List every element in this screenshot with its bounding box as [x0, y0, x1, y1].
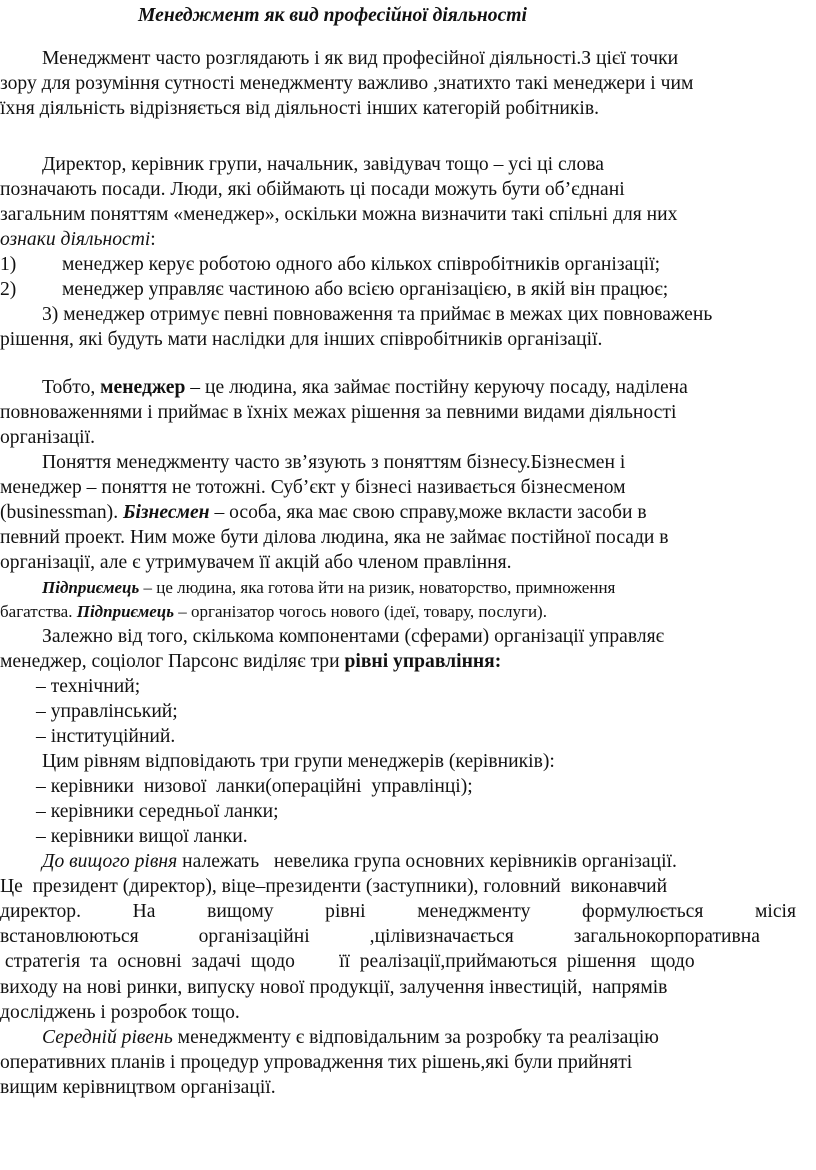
level-item: – управлінський; — [36, 701, 178, 722]
group-item: – керівники середньої ланки; — [36, 801, 279, 822]
bold-term: рівні управління: — [344, 651, 502, 672]
paragraph-7-line: досліджень і розробок тощо. — [0, 1002, 240, 1023]
paragraph-8-line — [42, 1026, 659, 1050]
word: менеджменту — [417, 901, 531, 922]
bold-italic-term: Підприємець — [42, 578, 140, 597]
paragraph-2-tail — [0, 228, 156, 252]
bold-italic-term: Підприємець — [76, 602, 174, 621]
paragraph-7-line: виходу на нові ринки, випуску нової продукції, залучення інвестицій, напрямів — [0, 977, 668, 998]
paragraph-3-line: організації. — [0, 427, 95, 448]
word: ,цілівизначається — [369, 926, 514, 947]
text-run: багатства. — [0, 602, 77, 621]
paragraph-7-line: стратегія та основні задачі щодо її реалізації,приймаються рішення щодо — [0, 951, 695, 972]
paragraph-4-line: певний проект. Ним може бути ділова людина, яка не займає постійної посади в — [0, 527, 669, 548]
list-item-number: 2) — [0, 279, 17, 300]
group-item: – керівники низової ланки(операційні управлінці); — [36, 776, 473, 797]
text-run: менеджер, соціолог Парсонс виділяє три — [0, 651, 345, 672]
paragraph-7-line — [42, 850, 677, 874]
level-item: – технічний; — [36, 676, 141, 697]
word: місія — [755, 901, 796, 922]
text-run: – це людина, яка займає постійну керуючу посаду, наділена — [185, 377, 688, 398]
paragraph-5-line — [0, 600, 547, 624]
paragraph-1-line: Менеджмент часто розглядають і як вид професійної діяльності.З цієї точки — [42, 48, 679, 69]
paragraph-3-line: повноваженнями і приймає в їхніх межах рішення за певними видами діяльності — [0, 402, 677, 423]
paragraph-4-line: Поняття менеджменту часто зв’язують з поняттям бізнесу.Бізнесмен і — [42, 452, 626, 473]
list-item-number: 1) — [0, 254, 17, 275]
paragraph-5-line — [42, 576, 615, 600]
list-item: менеджер управляє частиною або всією організацією, в якій він працює; — [62, 279, 669, 300]
colon: : — [150, 229, 156, 250]
paragraph-4-line: менеджер – поняття не тотожні. Суб’єкт у бізнесі називається бізнесменом — [0, 477, 626, 498]
italic-term: Середній рівень — [42, 1027, 173, 1048]
list-item: 3) менеджер отримує певні повноваження та приймає в межах цих повноважень — [42, 304, 713, 325]
text-run: – особа, яка має свою справу,може вкласти засоби в — [209, 502, 647, 523]
paragraph-7-line: Це президент (директор), віце–президенти (заступники), головний виконавчий — [0, 876, 668, 897]
paragraph-7-justified-line — [0, 925, 760, 949]
text-run: належать невелика група основних керівників організації. — [177, 851, 677, 872]
paragraph-6-line — [0, 650, 501, 674]
paragraph-6-line: Залежно від того, скількома компонентами (сферами) організації управляє — [42, 626, 665, 647]
paragraph-8-line: оперативних планів і процедур упровадження тих рішень,які були прийняті — [0, 1052, 633, 1073]
page-title: Менеджмент як вид професійної діяльності — [138, 5, 527, 26]
paragraph-7-justified-line — [0, 900, 796, 924]
bold-term: менеджер — [100, 377, 186, 398]
level-item: – інституційний. — [36, 726, 176, 747]
word: вищому — [207, 901, 274, 922]
groups-intro: Цим рівням відповідають три групи менеджерів (керівників): — [42, 751, 555, 772]
paragraph-2-line: загальним поняттям «менеджер», оскільки можна визначити такі спільні для них — [0, 204, 678, 225]
paragraph-2-line: позначають посади. Люди, які обіймають ці посади можуть бути об’єднані — [0, 179, 625, 200]
word: загальнокорпоративна — [573, 926, 760, 947]
paragraph-2-line: Директор, керівник групи, начальник, завідувач тощо – усі ці слова — [42, 154, 604, 175]
italic-term: До вищого рівня — [42, 851, 178, 872]
word: встановлюються — [0, 926, 139, 947]
word: організаційні — [198, 926, 310, 947]
paragraph-8-line: вищим керівництвом організації. — [0, 1077, 276, 1098]
word: формулюється — [582, 901, 704, 922]
text-run: – це людина, яка готова йти на ризик, новаторство, примноження — [139, 578, 616, 597]
list-item: менеджер керує роботою одного або кількох співробітників організації; — [62, 254, 661, 275]
paragraph-4-line: організації, але є утримувачем її акцій або членом правління. — [0, 552, 512, 573]
text-run: – організатор чогось нового (ідеї, товару, послуги). — [174, 602, 547, 621]
paragraph-1-line: їхня діяльність відрізняється від діяльності інших категорій робітників. — [0, 98, 600, 119]
group-item: – керівники вищої ланки. — [36, 826, 248, 847]
italic-term: ознаки діяльності — [0, 229, 151, 250]
paragraph-1-line: зору для розуміння сутності менеджменту важливо ,знатихто такі менеджери і чим — [0, 73, 694, 94]
text-run: Тобто, — [42, 377, 101, 398]
word: директор. — [0, 901, 82, 922]
bold-italic-term: Бізнесмен — [123, 502, 210, 523]
text-run: менеджменту є відповідальним за розробку та реалізацію — [172, 1027, 659, 1048]
paragraph-3-line — [42, 376, 688, 400]
list-item: рішення, які будуть мати наслідки для інших співробітників організації. — [0, 329, 603, 350]
text-run: (businessman). — [0, 502, 123, 523]
paragraph-4-line — [0, 501, 647, 525]
word: На — [132, 901, 156, 922]
word: рівні — [325, 901, 366, 922]
